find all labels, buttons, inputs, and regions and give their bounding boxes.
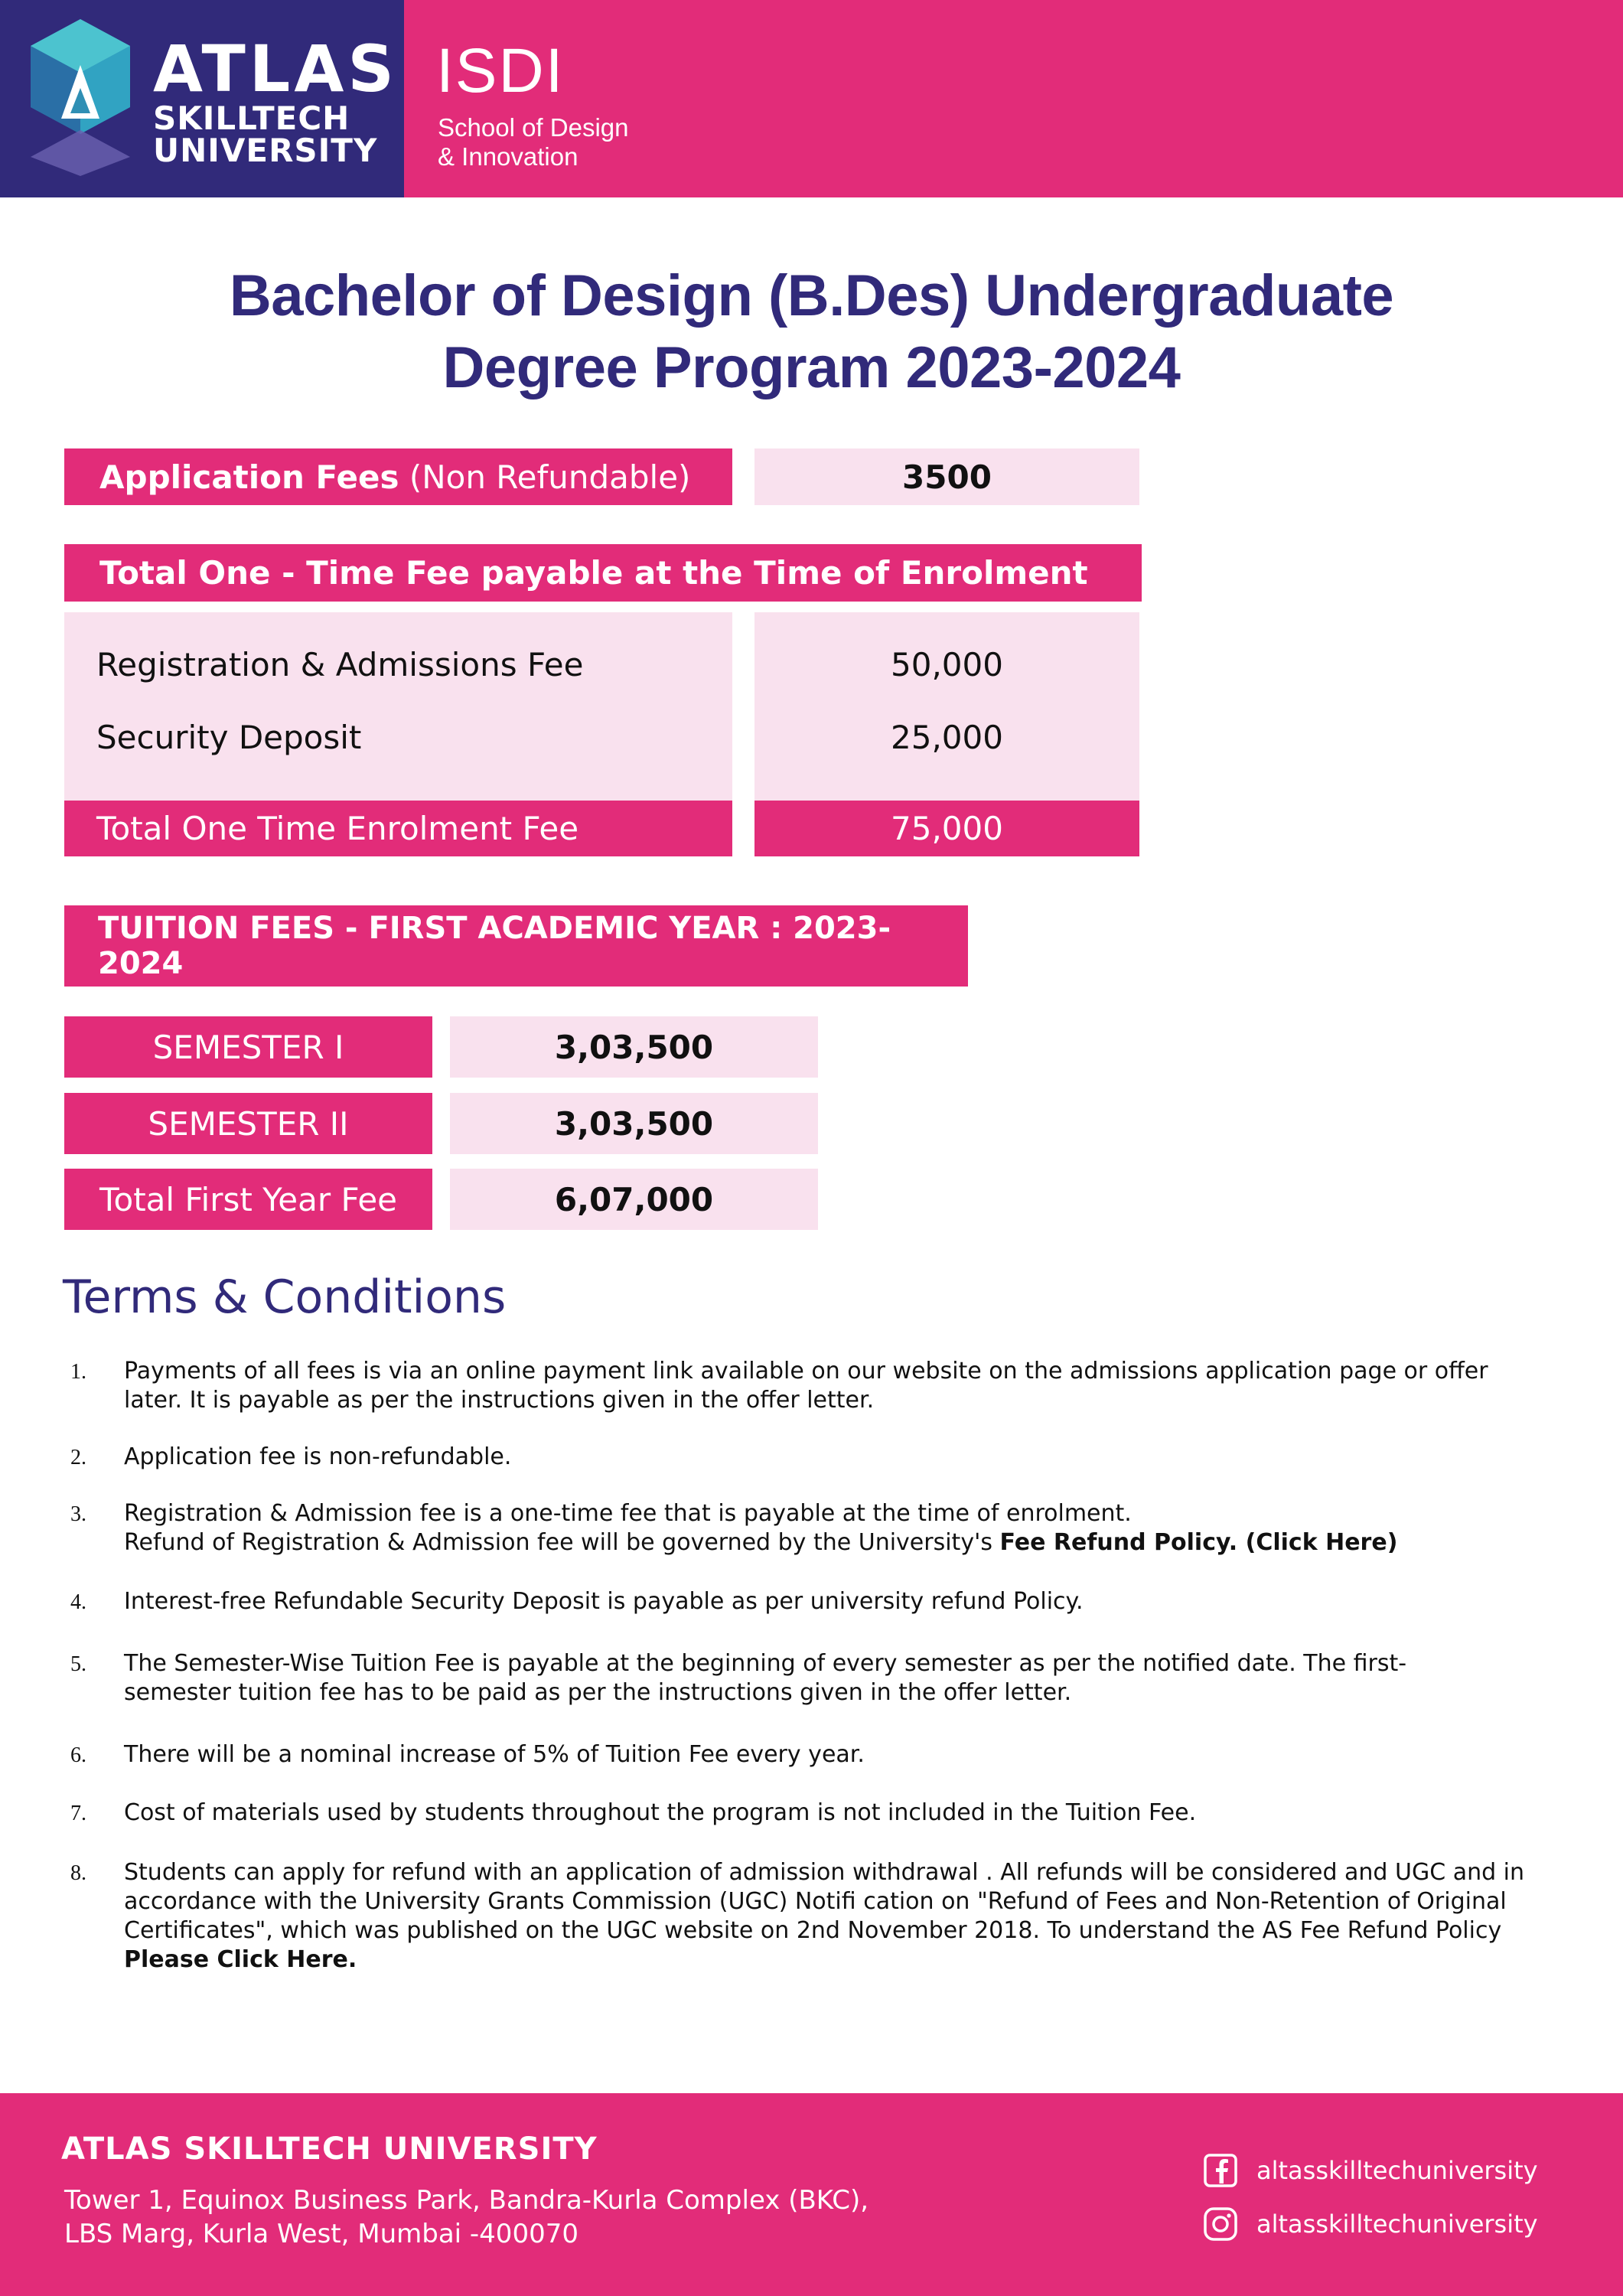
semester-1-value: 3,03,500 [450,1016,818,1078]
security-deposit-label: Security Deposit [96,718,362,756]
facebook-icon [1203,2153,1238,2188]
isdi-logo [404,0,1623,197]
facebook-link[interactable]: altasskilltechuniversity [1203,2153,1538,2188]
registration-fee-label: Registration & Admissions Fee [96,645,584,683]
atlas-subtitle: SKILLTECH UNIVERSITY [153,99,378,169]
registration-fee-value: 50,000 [891,645,1003,683]
application-fee-value: 3500 [754,448,1139,505]
atlas-cube-logo-icon [23,15,138,176]
one-time-fee-values-panel [754,612,1139,801]
total-enrolment-fee-label: Total One Time Enrolment Fee [64,801,732,856]
page-header [0,0,1623,197]
total-first-year-fee-value: 6,07,000 [450,1169,818,1230]
application-fee-label: Application Fees (Non Refundable) [64,448,732,505]
semester-1-label: SEMESTER I [64,1016,432,1078]
one-time-fee-header: Total One - Time Fee payable at the Time of Enrolment [64,544,1142,602]
security-deposit-value: 25,000 [891,718,1003,756]
semester-2-value: 3,03,500 [450,1093,818,1154]
page-title: Bachelor of Design (B.Des) Undergraduate Degree Program 2023-2024 [229,263,1394,400]
tuition-fees-header: TUITION FEES - FIRST ACADEMIC YEAR : 2023-2024 [64,905,968,987]
instagram-icon [1203,2206,1238,2242]
semester-2-label: SEMESTER II [64,1093,432,1154]
footer-address: Tower 1, Equinox Business Park, Bandra-Kurla Complex (BKC), LBS Marg, Kurla West, Mumbai -400070 [64,2185,869,2249]
total-enrolment-fee-value: 75,000 [754,801,1139,856]
footer-university-name: ATLAS SKILLTECH UNIVERSITY [61,2131,598,2167]
isdi-subtitle: School of Design & Innovation [438,113,629,171]
atlas-logo [0,0,404,197]
refund-policy-link[interactable]: Please Click Here. [124,1946,357,1973]
instagram-link[interactable]: altasskilltechuniversity [1203,2206,1538,2242]
atlas-wordmark: ATLAS [153,31,398,106]
total-first-year-fee-label: Total First Year Fee [64,1169,432,1230]
one-time-fee-labels-panel [64,612,732,801]
terms-heading: Terms & Conditions [63,1270,507,1324]
fee-refund-policy-link[interactable]: Fee Refund Policy. (Click Here) [999,1529,1398,1556]
page-footer [0,2093,1623,2296]
isdi-wordmark: ISDI [436,36,565,106]
